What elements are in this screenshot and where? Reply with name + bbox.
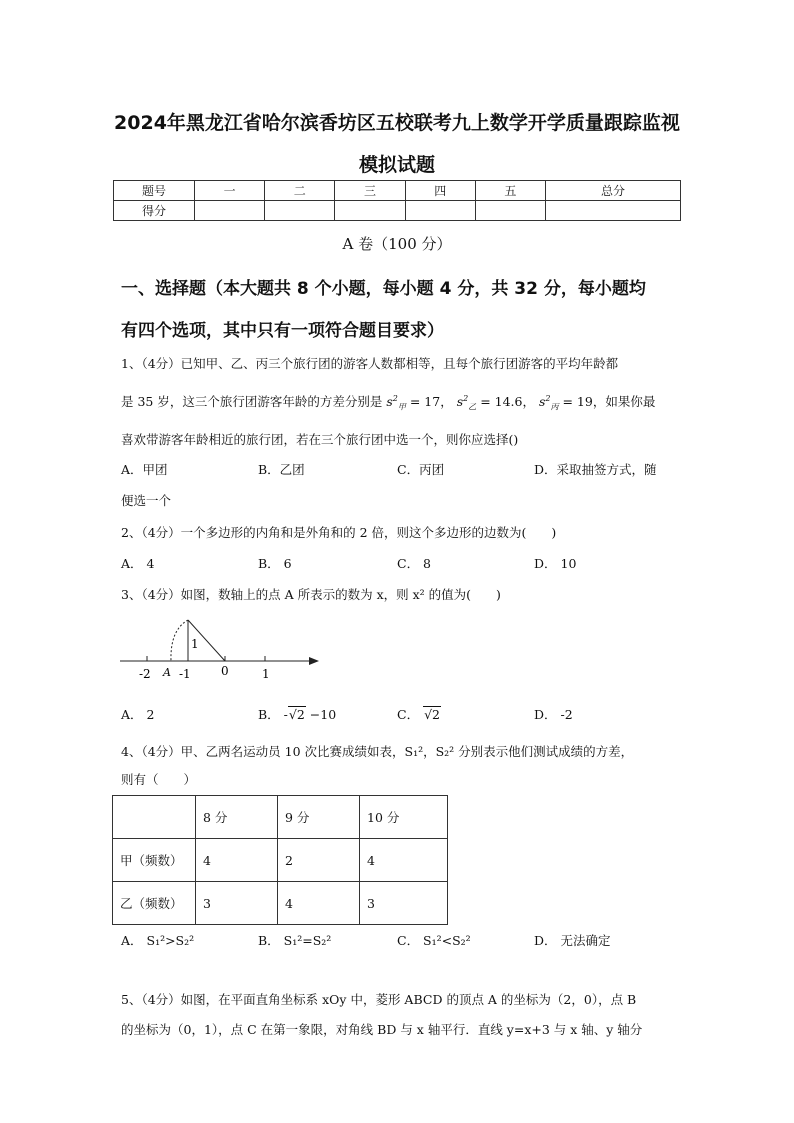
label-point-a: A xyxy=(163,666,171,679)
frequency-cell: 4 xyxy=(196,839,278,882)
q1-text-line-2b: ，如果你最 xyxy=(592,394,656,409)
section-a-heading: A 卷（100 分） xyxy=(342,235,452,253)
score-table-header-row xyxy=(114,181,681,201)
label-zero: 0 xyxy=(221,664,229,678)
q4-text-line-1: 4、（4分）甲、乙两名运动员 10 次比赛成绩如表，S₁²，S₂² 分别表示他们测试成绩的方差， xyxy=(121,744,634,759)
score-row-label: 得分 xyxy=(114,201,195,221)
q3-option-b[interactable]: B． -√2 −10 xyxy=(258,707,337,722)
score-input-cell[interactable] xyxy=(265,201,335,221)
label-minus-1: -1 xyxy=(179,667,191,681)
frequency-header-cell: 10 分 xyxy=(360,796,448,839)
q4-text-line-2: 则有（ ） xyxy=(121,772,197,787)
document-title-line-2: 模拟试题 xyxy=(358,154,435,176)
frequency-header-cell: 8 分 xyxy=(196,796,278,839)
label-one: 1 xyxy=(262,667,270,681)
variance-bing-value: = 19 xyxy=(562,394,593,409)
frequency-cell: 3 xyxy=(196,882,278,925)
q3-option-a[interactable]: A． 2 xyxy=(121,707,155,722)
score-input-cell[interactable] xyxy=(405,201,475,221)
frequency-cell: 甲（频数） xyxy=(113,839,196,882)
variance-bing: $s^2_丙$ xyxy=(538,393,559,412)
frequency-cell: 3 xyxy=(360,882,448,925)
q1-text-line-2: 是 35 岁，这三个旅行团游客年龄的方差分别是 $s^2_甲 = 17$， $s^2_乙 = 14.6$， $s^2_丙 = 19$，如果你最 xyxy=(121,393,656,412)
variance-yi: $s^2_乙$ xyxy=(456,393,477,412)
frequency-cell: 2 xyxy=(278,839,360,882)
q1-option-d[interactable]: D．采取抽签方式，随 xyxy=(534,462,657,477)
label-minus-2: -2 xyxy=(139,667,151,681)
frequency-header-cell: 9 分 xyxy=(278,796,360,839)
q3-option-c[interactable]: C． √2 xyxy=(397,707,440,722)
frequency-row-jia xyxy=(113,839,448,882)
score-header-cell: 五 xyxy=(475,181,545,201)
frequency-header-row xyxy=(113,796,448,839)
compass-arc xyxy=(171,620,188,661)
q3-text: 3、（4分）如图，数轴上的点 A 所表示的数为 x，则 x² 的值为( ) xyxy=(121,587,501,602)
q5-text-line-1: 5、（4分）如图，在平面直角坐标系 xOy 中，菱形 ABCD 的顶点 A 的坐标为（2，0），点 B xyxy=(121,992,637,1007)
frequency-header-cell xyxy=(113,796,196,839)
document-title-line-1: 2024年黑龙江省哈尔滨香坊区五校联考九上数学开学质量跟踪监视 xyxy=(114,112,680,134)
q2-text: 2、（4分）一个多边形的内角和是外角和的 2 倍，则这个多边形的边数为( ) xyxy=(121,525,557,540)
q2-option-c[interactable]: C． 8 xyxy=(397,556,431,571)
q1-text-line-1: 1、（4分）已知甲、乙、丙三个旅行团的游客人数都相等，且每个旅行团游客的平均年龄都 xyxy=(121,356,619,371)
score-table-score-row xyxy=(114,201,681,221)
score-header-cell: 二 xyxy=(265,181,335,201)
score-input-cell[interactable] xyxy=(546,201,681,221)
label-side-1: 1 xyxy=(191,637,199,651)
q1-option-d-cont: 便选一个 xyxy=(121,493,172,508)
score-input-cell[interactable] xyxy=(195,201,265,221)
q5-text-line-2: 的坐标为（0，1），点 C 在第一象限，对角线 BD 与 x 轴平行．直线 y=x+3 与 x 轴、y 轴分 xyxy=(121,1022,643,1037)
variance-jia: $s^2_甲$ xyxy=(386,393,406,412)
frequency-cell: 乙（频数） xyxy=(113,882,196,925)
q1-option-b[interactable]: B．乙团 xyxy=(258,462,305,477)
score-header-cell: 三 xyxy=(335,181,405,201)
score-header-cell: 题号 xyxy=(114,181,195,201)
frequency-cell: 4 xyxy=(360,839,448,882)
score-header-cell: 一 xyxy=(195,181,265,201)
axis-arrow xyxy=(309,657,319,665)
q2-option-b[interactable]: B． 6 xyxy=(258,556,292,571)
frequency-cell: 4 xyxy=(278,882,360,925)
q4-option-c[interactable]: C． S₁²<S₂² xyxy=(397,933,471,948)
part-1-heading-line-1: 一、选择题（本大题共 8 个小题，每小题 4 分，共 32 分，每小题均 xyxy=(121,279,646,299)
score-input-cell[interactable] xyxy=(335,201,405,221)
q4-option-d[interactable]: D． 无法确定 xyxy=(534,933,611,948)
q1-text-line-2a: 是 35 岁，这三个旅行团游客年龄的方差分别是 xyxy=(121,394,383,409)
part-1-heading-line-2: 有四个选项，其中只有一项符合题目要求） xyxy=(121,321,444,341)
q4-option-b[interactable]: B． S₁²=S₂² xyxy=(258,933,332,948)
score-table xyxy=(113,180,681,221)
q1-text-line-3: 喜欢带游客年龄相近的旅行团，若在三个旅行团中选一个，则你应选择() xyxy=(121,432,519,447)
variance-yi-value: = 14.6 xyxy=(480,394,523,409)
frequency-table xyxy=(112,795,448,925)
q1-option-c[interactable]: C．丙团 xyxy=(397,462,445,477)
q4-option-a[interactable]: A． S₁²>S₂² xyxy=(121,933,195,948)
q2-option-a[interactable]: A． 4 xyxy=(121,556,155,571)
score-header-cell: 四 xyxy=(405,181,475,201)
q3-option-d[interactable]: D． -2 xyxy=(534,707,573,722)
score-input-cell[interactable] xyxy=(475,201,545,221)
variance-jia-value: = 17 xyxy=(409,394,441,409)
frequency-row-yi xyxy=(113,882,448,925)
q2-option-d[interactable]: D． 10 xyxy=(534,556,577,571)
number-line-figure xyxy=(115,612,330,684)
score-header-cell: 总分 xyxy=(546,181,681,201)
q1-option-a[interactable]: A．甲团 xyxy=(121,462,168,477)
